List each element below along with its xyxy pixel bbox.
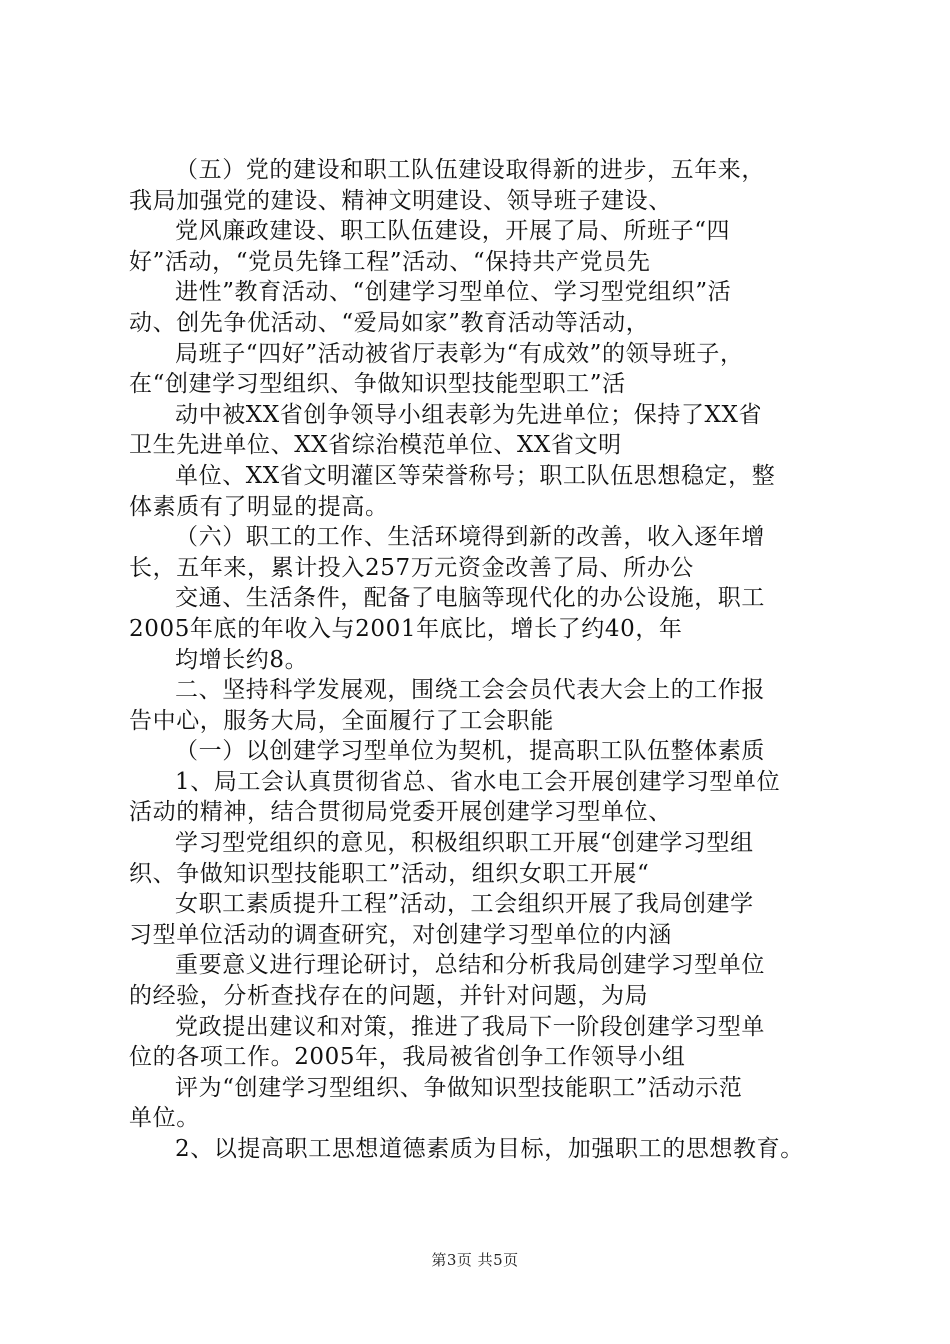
- document-body: [129, 155, 849, 1165]
- text-line: 织、争做知识型技能职工”活动，组织女职工开展“: [129, 860, 650, 887]
- text-line: （六）职工的工作、生活环境得到新的改善，收入逐年增: [175, 524, 765, 551]
- text-line: 的经验，分析查找存在的问题，并针对问题，为局: [129, 983, 649, 1010]
- text-line: 进性”教育活动、“创建学习型单位、学习型党组织”活: [175, 279, 732, 306]
- text-line: 位的各项工作。2005年，我局被省创争工作领导小组: [129, 1044, 686, 1071]
- text-line: 重要意义进行理论研讨，总结和分析我局创建学习型单位: [175, 952, 765, 979]
- text-line: 1、局工会认真贯彻省总、省水电工会开展创建学习型单位: [175, 768, 781, 795]
- text-line: 学习型党组织的意见，积极组织职工开展“创建学习型组: [175, 830, 754, 857]
- text-line: 二、坚持科学发展观，围绕工会会员代表大会上的工作报: [175, 677, 765, 704]
- text-line: 体素质有了明显的提高。: [129, 493, 389, 520]
- text-line: 均增长约8。: [175, 646, 309, 673]
- text-line: 我局加强党的建设、精神文明建设、领导班子建设、: [129, 187, 672, 214]
- text-line: 评为“创建学习型组织、争做知识型技能职工”活动示范: [175, 1074, 743, 1101]
- text-line: 党政提出建议和对策，推进了我局下一阶段创建学习型单: [175, 1013, 765, 1040]
- text-line: 习型单位活动的调查研究，对创建学习型单位的内涵: [129, 921, 672, 948]
- text-line: 单位、XX省文明灌区等荣誉称号；职工队伍思想稳定，整: [175, 462, 776, 489]
- text-line: 长，五年来，累计投入257万元资金改善了局、所办公: [129, 554, 694, 581]
- text-line: （一）以创建学习型单位为契机，提高职工队伍整体素质: [175, 738, 765, 765]
- text-line: 党风廉政建设、职工队伍建设，开展了局、所班子“四: [175, 218, 731, 245]
- page-footer: 第3页 共5页: [431, 1251, 519, 1269]
- text-line: 女职工素质提升工程”活动，工会组织开展了我局创建学: [175, 891, 754, 918]
- text-line: 好”活动，“党员先锋工程”活动、“保持共产党员先: [129, 248, 651, 275]
- text-line: 在“创建学习型组织、争做知识型技能型职工”活: [129, 371, 626, 398]
- text-line: 告中心，服务大局，全面履行了工会职能: [129, 707, 554, 734]
- text-line: （五）党的建设和职工队伍建设取得新的进步，五年来，: [175, 157, 765, 183]
- text-line: 交通、生活条件，配备了电脑等现代化的办公设施，职工: [175, 585, 765, 612]
- text-line: 2、以提高职工思想道德素质为目标，加强职工的思想教育。: [175, 1136, 804, 1162]
- text-line: 局班子“四好”活动被省厅表彰为“有成效”的领导班子，: [175, 340, 744, 367]
- text-line: 2005年底的年收入与2001年底比，增长了约40，年: [129, 615, 683, 642]
- text-line: 动中被XX省创争领导小组表彰为先进单位；保持了XX省: [175, 401, 763, 428]
- text-line: 活动的精神，结合贯彻局党委开展创建学习型单位、: [129, 799, 672, 826]
- text-line: 动、创先争优活动、“爱局如家”教育活动等活动，: [129, 309, 650, 336]
- text-line: 卫生先进单位、XX省综治模范单位、XX省文明: [129, 432, 622, 459]
- text-line: 单位。: [129, 1105, 200, 1132]
